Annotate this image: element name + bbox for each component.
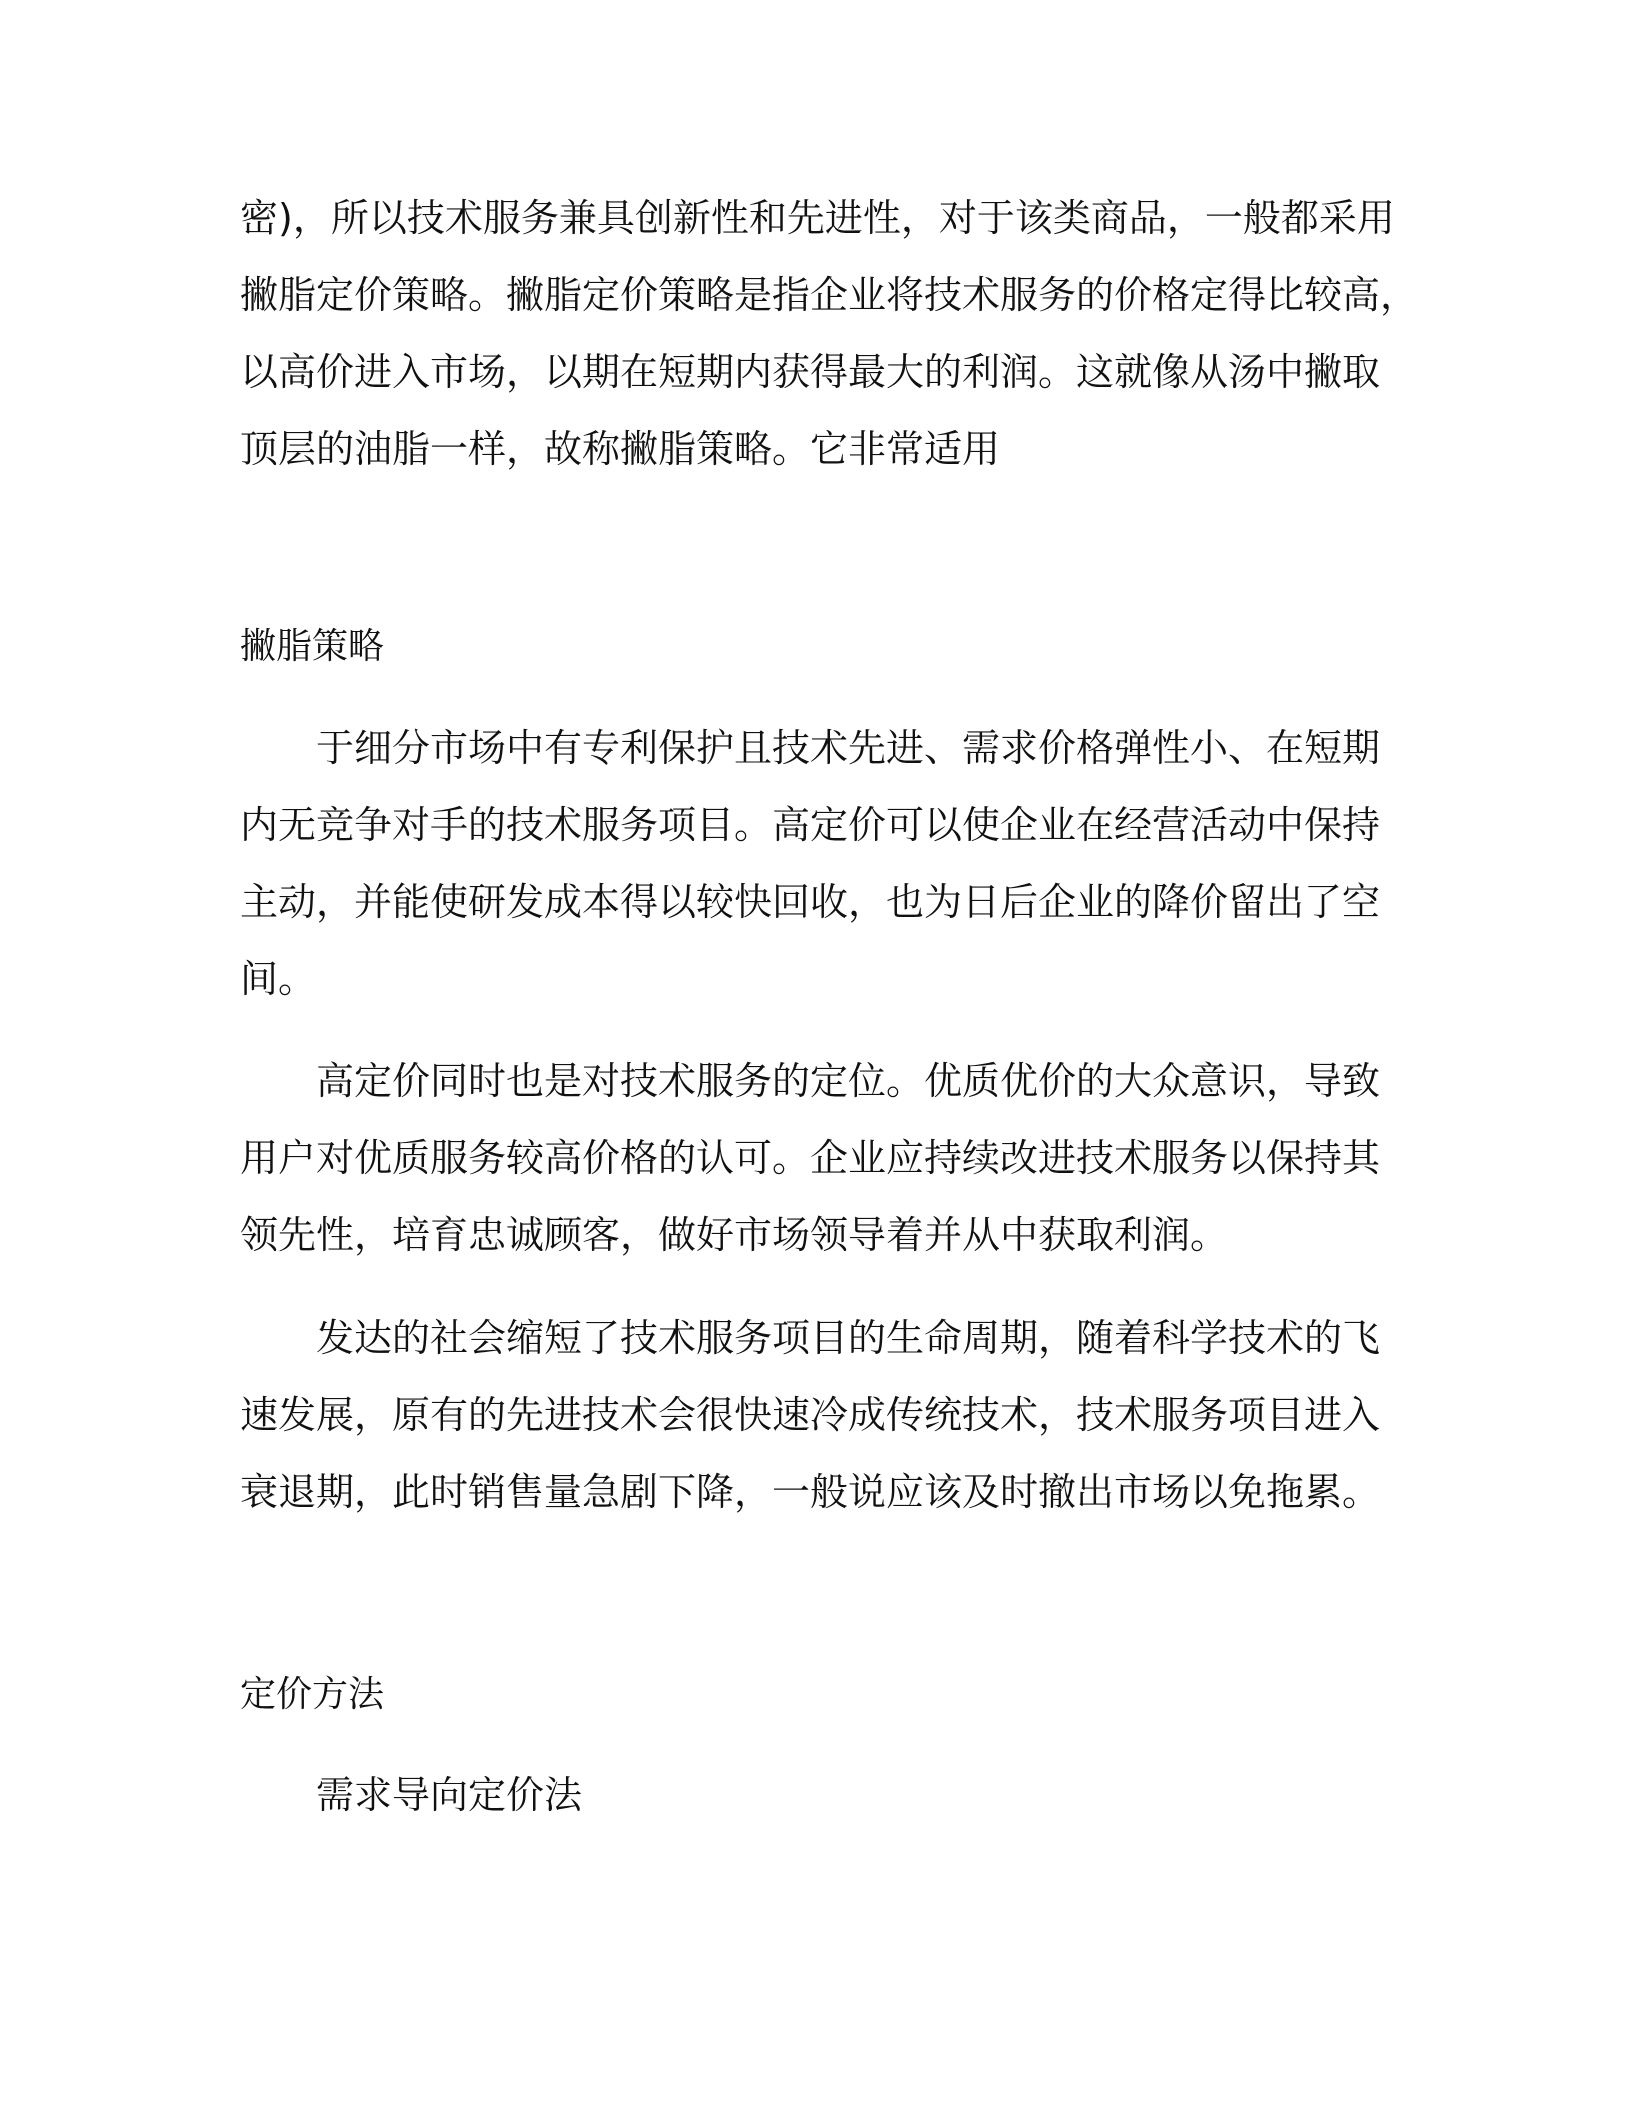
subheading-demand-pricing: 需求导向定价法: [316, 1773, 583, 1817]
paragraph-skimming-usage: 于细分市场中有专利保护且技术先进、需求价格弹性小、在短期 内无竞争对手的技术服务项目。高定价可以使企业在经营活动中保持 主动，并能使研发成本得以较快回收，也为日后企业的降价留出了空 间。: [240, 726, 1381, 1001]
section-heading-skimming-strategy: 撇脂策略: [240, 626, 385, 667]
paragraph-positioning: 高定价同时也是对技术服务的定位。优质优价的大众意识，导致 用户对优质服务较高价格的认可。企业应持续改进技术服务以保持其 领先性，培育忠诚顾客，做好市场领导着并从中获取利润。: [240, 1059, 1381, 1257]
section-heading-pricing-methods: 定价方法: [240, 1674, 385, 1715]
paragraph-lifecycle: 发达的社会缩短了技术服务项目的生命周期，随着科学技术的飞 速发展，原有的先进技术会很快速冷成传统技术，技术服务项目进入 衰退期，此时销售量急剧下降，一般说应该及时撤出市场以免拖累。: [240, 1316, 1381, 1514]
paragraph-intro: 密)，所以技术服务兼具创新性和先进性，对于该类商品，一般都采用 撇脂定价策略。撇脂定价策略是指企业将技术服务的价格定得比较高， 以高价进入市场，以期在短期内获得最大的利润。这就像从汤中撇取 顶层的油脂一样，故称撇脂策略。它非常适用: [240, 196, 1419, 471]
